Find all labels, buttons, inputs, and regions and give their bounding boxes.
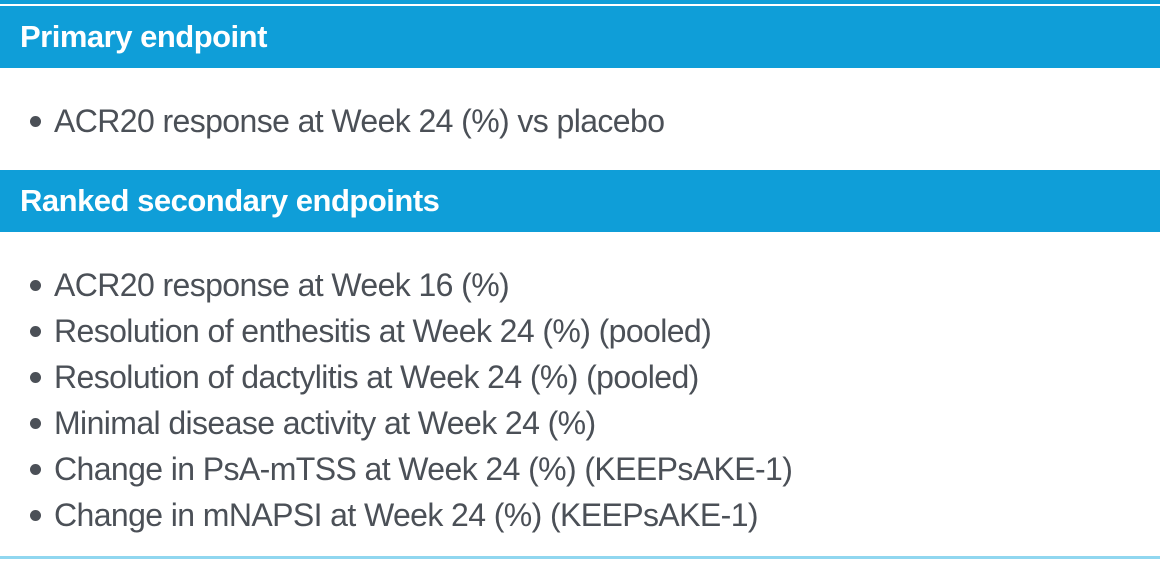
endpoint-text: Resolution of dactylitis at Week 24 (%) (pooled) bbox=[54, 358, 699, 395]
list-item bbox=[0, 400, 1160, 446]
secondary-endpoints-header-band bbox=[0, 170, 1160, 232]
list-item bbox=[0, 446, 1160, 492]
bottom-accent-rule bbox=[0, 556, 1160, 559]
bullet-dot-icon bbox=[30, 510, 41, 521]
top-accent-rule bbox=[0, 0, 1160, 4]
secondary-endpoints-list bbox=[0, 232, 1160, 538]
endpoint-text: Change in PsA-mTSS at Week 24 (%) (KEEPsAKE-1) bbox=[54, 450, 793, 487]
bullet-dot-icon bbox=[30, 372, 41, 383]
bullet-dot-icon bbox=[30, 464, 41, 475]
endpoint-text: ACR20 response at Week 24 (%) vs placebo bbox=[54, 102, 665, 139]
list-item bbox=[0, 262, 1160, 308]
primary-endpoint-header-band bbox=[0, 6, 1160, 68]
primary-endpoint-header-title: Primary endpoint bbox=[20, 19, 267, 54]
list-item bbox=[0, 354, 1160, 400]
list-item bbox=[0, 308, 1160, 354]
bullet-dot-icon bbox=[30, 116, 41, 127]
endpoint-text: Change in mNAPSI at Week 24 (%) (KEEPsAKE-1) bbox=[54, 496, 758, 533]
primary-endpoint-list bbox=[0, 68, 1160, 170]
list-item bbox=[0, 98, 1160, 144]
bullet-dot-icon bbox=[30, 418, 41, 429]
endpoint-text: Resolution of enthesitis at Week 24 (%) (pooled) bbox=[54, 312, 712, 349]
bullet-dot-icon bbox=[30, 280, 41, 291]
endpoint-text: Minimal disease activity at Week 24 (%) bbox=[54, 404, 596, 441]
bullet-dot-icon bbox=[30, 326, 41, 337]
list-item bbox=[0, 492, 1160, 538]
endpoint-text: ACR20 response at Week 16 (%) bbox=[54, 266, 510, 303]
secondary-endpoints-header-title: Ranked secondary endpoints bbox=[20, 183, 440, 218]
